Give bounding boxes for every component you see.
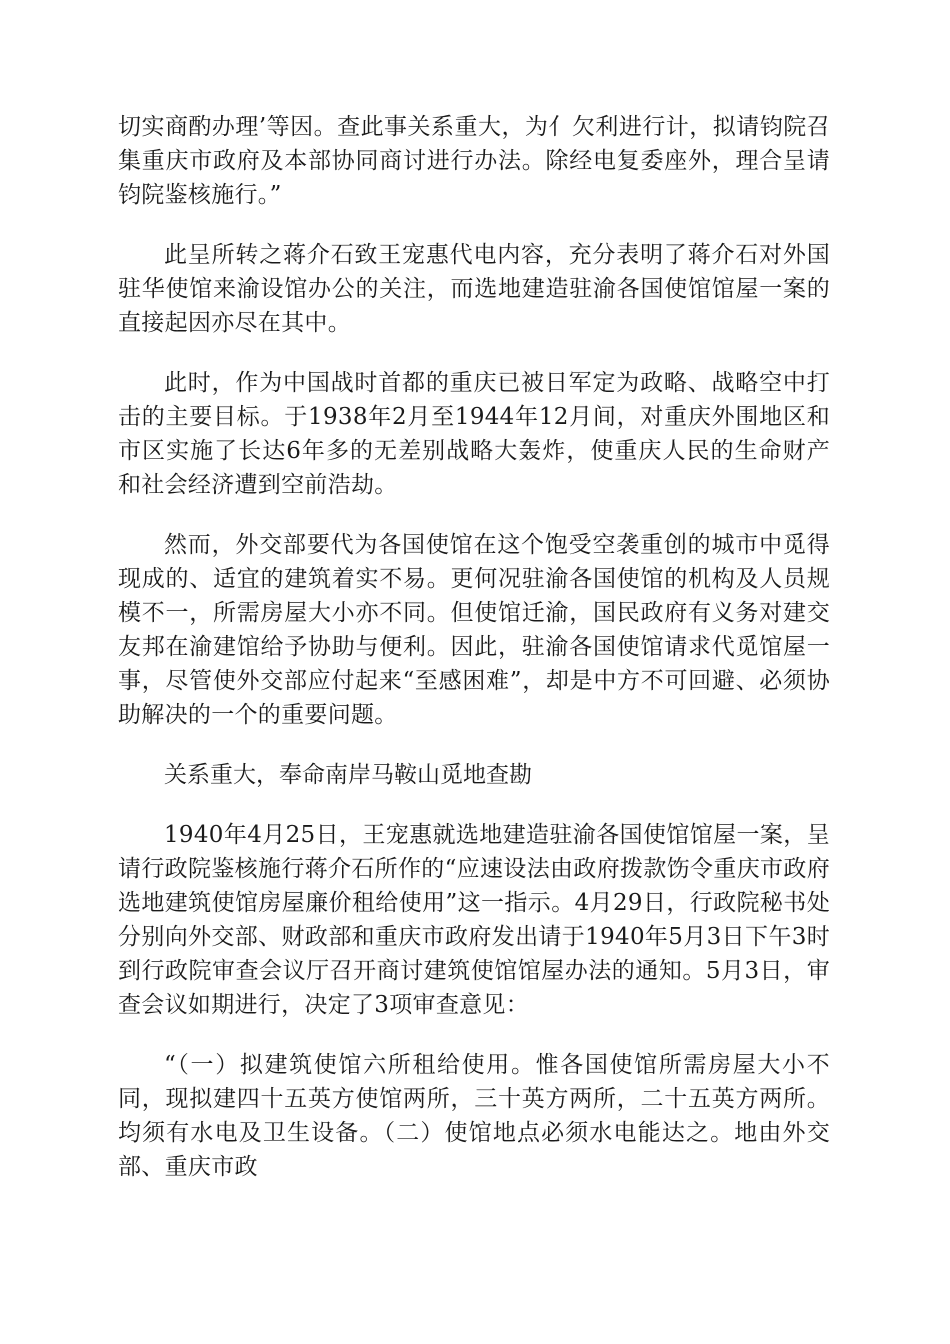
paragraph-telegram-context: 此呈所转之蒋介石致王宠惠代电内容，充分表明了蒋介石对外国驻华使馆来渝设馆办公的关注，而选地建造驻渝各国使馆馆屋一案的直接起因亦尽在其中。 (118, 242, 830, 336)
paragraph-quoted-opinions: “（一）拟建筑使馆六所租给使用。惟各国使馆所需房屋大小不同，现拟建四十五英方使馆两所，三十英方两所，二十五英方两所。均须有水电及卫生设备。（二）使馆地点必须水电能达之。地由外交部、重庆市政 (118, 1052, 830, 1180)
paragraph-air-raids: 此时，作为中国战时首都的重庆已被日军定为政略、战略空中打击的主要目标。于1938年2月至1944年12月间，对重庆外围地区和市区实施了长达6年多的无差别战略大轰炸，使重庆人民的生命财产和社会经济遭到空前浩劫。 (118, 370, 830, 498)
section-heading: 关系重大，奉命南岸马鞍山觅地查勘 (164, 762, 532, 788)
document-page (118, 110, 830, 1210)
paragraph-embassy-difficulty: 然而，外交部要代为各国使馆在这个饱受空袭重创的城市中觅得现成的、适宜的建筑着实不易。更何况驻渝各国使馆的机构及人员规模不一，所需房屋大小亦不同。但使馆迁渝，国民政府有义务对建交友邦在渝建馆给予协助与便利。因此，驻渝各国使馆请求代觅馆屋一事，尽管使外交部应付起来“至感困难”，却是中方不可回避、必须协助解决的一个的重要问题。 (118, 532, 830, 728)
paragraph-review-meeting: 1940年4月25日，王宠惠就选地建造驻渝各国使馆馆屋一案，呈请行政院鉴核施行蒋介石所作的“应速设法由政府拨款饬令重庆市政府选地建筑使馆房屋廉价租给使用”这一指示。4月29日，行政院秘书处分别向外交部、财政部和重庆市政府发出请于1940年5月3日下午3时到行政院审查会议厅召开商讨建筑使馆馆屋办法的通知。5月3日，审查会议如期进行，决定了3项审查意见： (118, 822, 830, 1018)
paragraph-continuation: 切实商酌办理’等因。查此事关系重大，为亻欠利进行计，拟请钧院召集重庆市政府及本部协同商讨进行办法。除经电复委座外，理合呈请钧院鉴核施行。” (118, 114, 830, 208)
